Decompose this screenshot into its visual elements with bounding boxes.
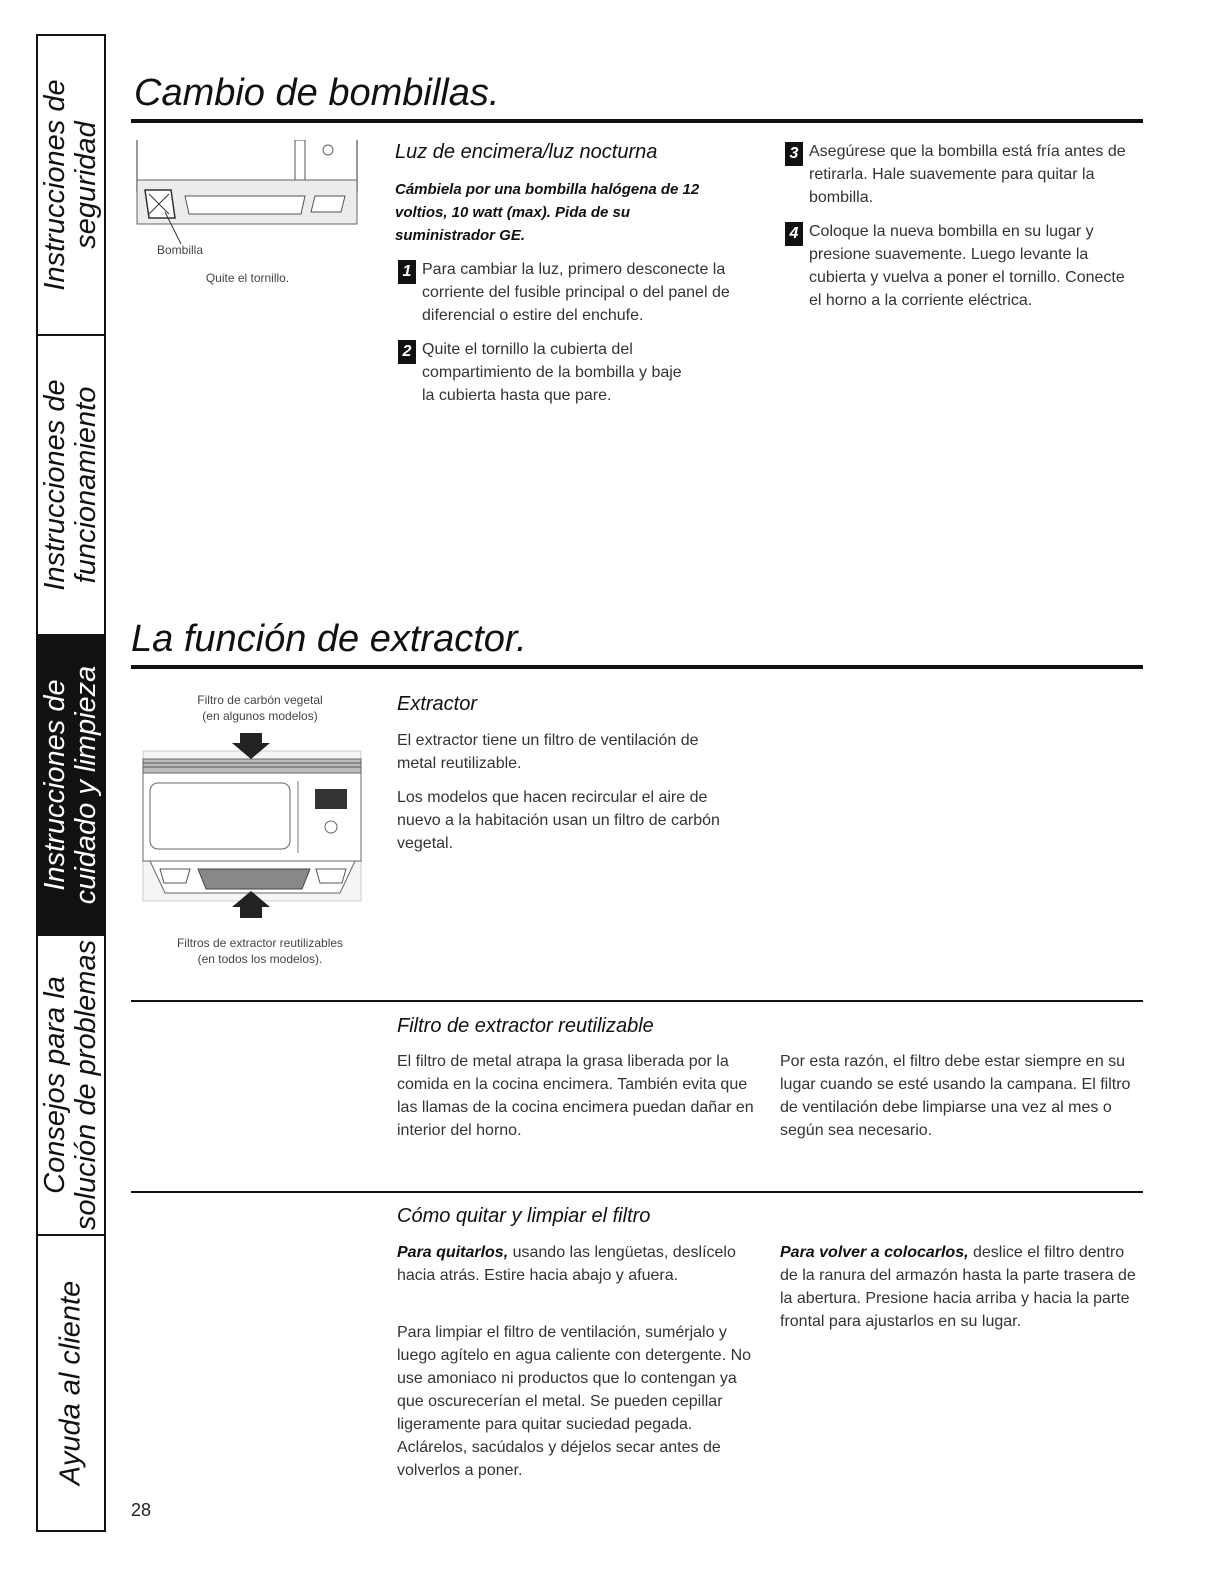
- bulbs-note: Cámbiela por una bombilla halógena de 12 voltios, 10 watt (max). Pida de su suministrador GE.: [395, 181, 700, 244]
- clean-subtitle: Cómo quitar y limpiar el filtro: [397, 1205, 651, 1227]
- bulbs-subtitle: Luz de encimera/luz nocturna: [395, 141, 658, 163]
- step-3-marker: 3: [785, 142, 803, 166]
- microwave-front-illustration: [140, 733, 365, 918]
- clean-instructions: Para limpiar el filtro de ventilación, sumérjalo y luego agítelo en agua caliente con detergente. No use amoniaco ni productos que lo contengan ya que oscurecerían el metal. Se pueden cepillar ligeramente para quitar suciedad pegada. Aclárelos, sacúdalos y déjelos secar antes de volverlos a poner.: [397, 1324, 752, 1479]
- step-4-text: Coloque la nueva bombilla en su lugar y presione suavemente. Luego levante la cubierta y vuelva a poner el tornillo. Conecte el horno a la corriente eléctrica.: [809, 223, 1125, 309]
- remove-instructions: [397, 1241, 747, 1287]
- step-2-text: Quite el tornillo la cubierta del compartimiento de la bombilla y baje la cubierta hasta que pare.: [422, 341, 682, 404]
- replace-text: deslice el filtro dentro de la ranura del armazón hasta la parte trasera de la abertura. Presione hacia arriba y hacia la parte frontal para ajustarlos en su lugar.: [780, 1244, 1136, 1330]
- filter-rule: [131, 1000, 1143, 1002]
- exhaust-title-rule: [131, 665, 1143, 669]
- bulb-step-2: [398, 338, 698, 407]
- tab-safety[interactable]: [36, 34, 106, 336]
- bulb-figure-caption: Quite el tornillo.: [205, 271, 290, 285]
- replace-lead: Para volver a colocarlos,: [780, 1244, 969, 1261]
- tab-operating-label: Instrucciones de funcionamiento: [39, 379, 102, 591]
- step-3-text: Asegúrese que la bombilla está fría antes de retirarla. Hale suavemente para quitar la bombilla.: [809, 143, 1126, 206]
- exhaust-subtitle: Extractor: [397, 693, 478, 715]
- filter-right-text: Por esta razón, el filtro debe estar siempre en su lugar cuando se esté usando la campana. El filtro de ventilación debe limpiarse una vez al mes o según sea necesario.: [780, 1053, 1131, 1139]
- tab-troubleshooting-label: Consejos para la solución de problemas: [39, 939, 102, 1231]
- remove-lead: Para quitarlos,: [397, 1244, 509, 1261]
- bulb-label: Bombilla: [157, 243, 204, 257]
- exhaust-figure: [140, 733, 365, 918]
- exhaust-para-1: El extractor tiene un filtro de ventilación de metal reutilizable.: [397, 732, 699, 772]
- step-1-marker: 1: [398, 260, 416, 284]
- tab-customer-help-label: Ayuda al cliente: [54, 1280, 87, 1486]
- bulb-step-1: [398, 258, 743, 327]
- bulb-step-4: [785, 220, 1140, 312]
- bulbs-title-rule: [131, 119, 1143, 123]
- filter-left-text: El filtro de metal atrapa la grasa liberada por la comida en la cocina encimera. También evita que las llamas de la cocina encimera puedan dañar en interior del horno.: [397, 1053, 754, 1139]
- step-4-marker: 4: [785, 222, 803, 246]
- clean-rule: [131, 1191, 1143, 1193]
- tab-care-cleaning[interactable]: [36, 634, 106, 936]
- exhaust-para-2: Los modelos que hacen recircular el aire de nuevo a la habitación usan un filtro de carbón vegetal.: [397, 789, 720, 852]
- tab-care-cleaning-label: Instrucciones de cuidado y limpieza: [39, 665, 102, 905]
- tab-operating[interactable]: [36, 334, 106, 636]
- step-2-marker: 2: [398, 340, 416, 364]
- charcoal-filter-caption: Filtro de carbón vegetal (en algunos modelos): [197, 693, 323, 723]
- bulbs-title: Cambio de bombillas.: [134, 72, 500, 114]
- filter-subtitle: Filtro de extractor reutilizable: [397, 1015, 654, 1037]
- section-tabs: [36, 34, 106, 1532]
- tab-safety-label: Instrucciones de seguridad: [39, 79, 102, 291]
- page-number: 28: [131, 1500, 152, 1520]
- remove-text: usando las lengüetas, deslícelo hacia atrás. Estire hacia abajo y afuera.: [397, 1244, 736, 1284]
- bulb-step-3: [785, 140, 1140, 209]
- reusable-filter-caption: Filtros de extractor reutilizables (en todos los modelos).: [176, 936, 344, 966]
- tab-customer-help[interactable]: [36, 1234, 106, 1532]
- tab-troubleshooting[interactable]: [36, 934, 106, 1236]
- bulb-figure: [135, 140, 360, 260]
- exhaust-title: La función de extractor.: [131, 618, 527, 660]
- step-1-text: Para cambiar la luz, primero desconecte la corriente del fusible principal o del panel de diferencial o estire del enchufe.: [422, 261, 730, 324]
- replace-instructions: [780, 1241, 1140, 1333]
